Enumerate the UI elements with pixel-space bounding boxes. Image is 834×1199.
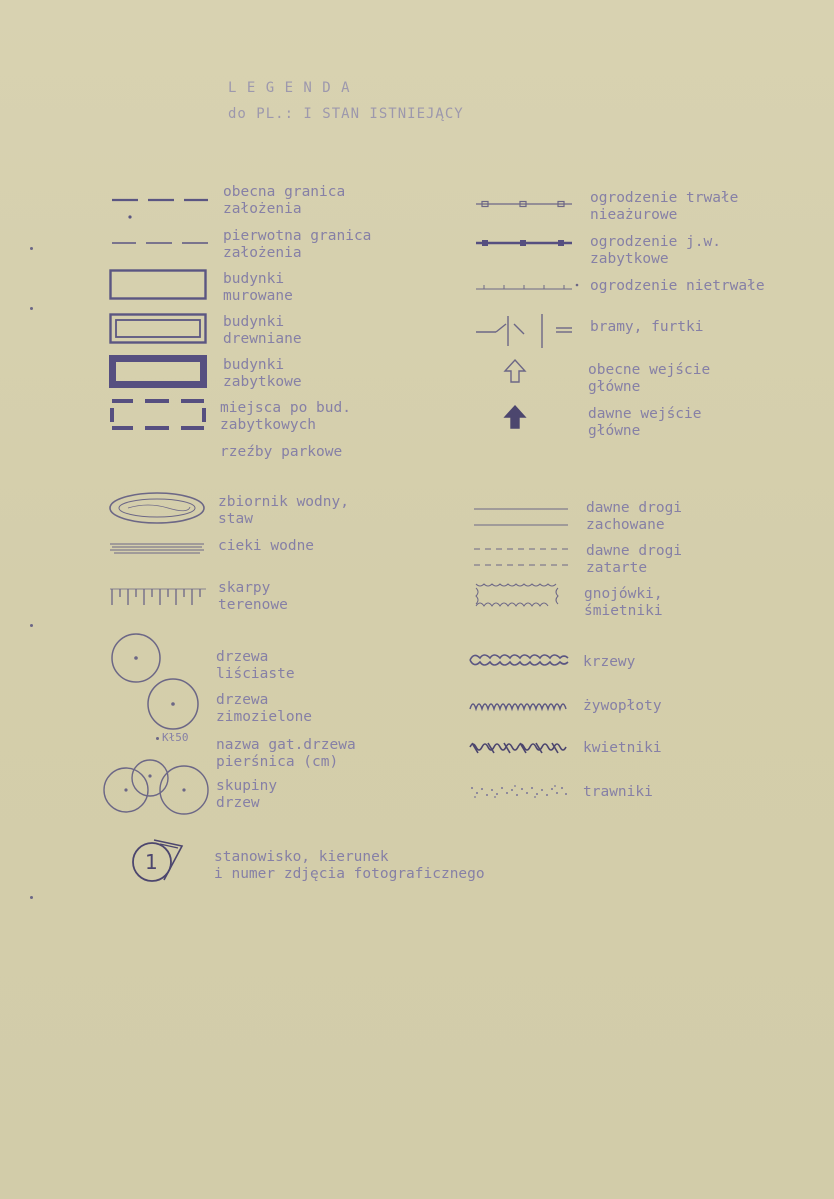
margin-mark [30,247,33,250]
dawne-wejscie-icon [503,404,527,430]
kwietniki-icon [468,739,572,757]
label-stanowisko: stanowisko, kierunek i numer zdjęcia fotograficznego [214,849,485,882]
photo-number: 1 [145,850,158,874]
obecna-granica-icon [110,190,210,220]
label-budynki-drewniane: budynki drewniane [223,314,302,347]
drogi-zachowane-icon [472,505,572,529]
label-obecne-wejscie: obecne wejście główne [588,362,711,395]
label-miejsca-po-bud: miejsca po bud. zabytkowych [220,400,351,433]
ogrodzenie-jw-icon [474,237,574,249]
ogrodzenie-nietrwale-icon [474,281,580,293]
budynki-zabytkowe-icon [109,355,207,389]
label-bramy: bramy, furtki [590,319,704,335]
tree-point-icon [156,737,159,740]
label-drzewa-lisciaste: drzewa liściaste [216,649,295,682]
label-krzewy: krzewy [583,654,636,670]
label-skupiny: skupiny drzew [216,778,278,811]
zywoploty-icon [468,697,572,715]
label-drogi-zachowane: dawne drogi zachowane [586,500,683,533]
drzewa-zimozielone-icon [146,677,200,731]
label-gnojowki: gnojówki, śmietniki [584,586,663,619]
gnojowki-icon [472,578,572,612]
stanowisko-icon [130,836,186,884]
label-kwietniki: kwietniki [583,740,662,756]
label-skarpy: skarpy terenowe [218,580,288,613]
label-drzewa-zimozielone: drzewa zimozielone [216,692,313,725]
label-ogrodzenie-nietrwale: ogrodzenie nietrwałe [590,278,765,294]
label-rzezby: rzeźby parkowe [220,444,343,460]
drogi-zatarte-icon [472,545,572,569]
bramy-icon [474,310,580,350]
zbiornik-icon [108,490,206,526]
obecne-wejscie-icon [503,358,527,384]
skupiny-icon [102,756,212,818]
legend-title: L E G E N D A [228,80,351,96]
label-trawniki: trawniki [583,784,653,800]
label-nazwa-gat: nazwa gat.drzewa pierśnica (cm) [216,737,356,770]
label-drogi-zatarte: dawne drogi zatarte [586,543,683,576]
label-budynki-zabytkowe: budynki zabytkowe [223,357,302,390]
ogrodzenie-trwale-icon [474,198,574,210]
krzewy-icon [468,650,572,670]
label-ogrodzenie-trwale: ogrodzenie trwałe nieażurowe [590,190,739,223]
trawniki-icon [468,784,572,800]
pierwotna-granica-icon [110,238,210,248]
tree-tag: Kł50 [162,731,189,744]
label-budynki-murowane: budynki murowane [223,271,293,304]
miejsca-po-bud-icon [109,398,207,432]
label-dawne-wejscie: dawne wejście główne [588,406,702,439]
margin-mark [30,307,33,310]
legend-subtitle: do PL.: I STAN ISTNIEJĄCY [228,106,464,122]
cieki-icon [108,541,206,557]
label-zywoploty: żywopłoty [583,698,662,714]
label-pierwotna-granica: pierwotna granica założenia [223,228,372,261]
label-obecna-granica: obecna granica założenia [223,184,346,217]
budynki-drewniane-icon [109,313,207,345]
skarpy-icon [108,585,208,609]
label-zbiornik: zbiornik wodny, staw [218,494,349,527]
margin-mark [30,624,33,627]
label-cieki: cieki wodne [218,538,315,554]
margin-mark [30,896,33,899]
budynki-murowane-icon [109,269,207,301]
label-ogrodzenie-jw: ogrodzenie j.w. zabytkowe [590,234,721,267]
